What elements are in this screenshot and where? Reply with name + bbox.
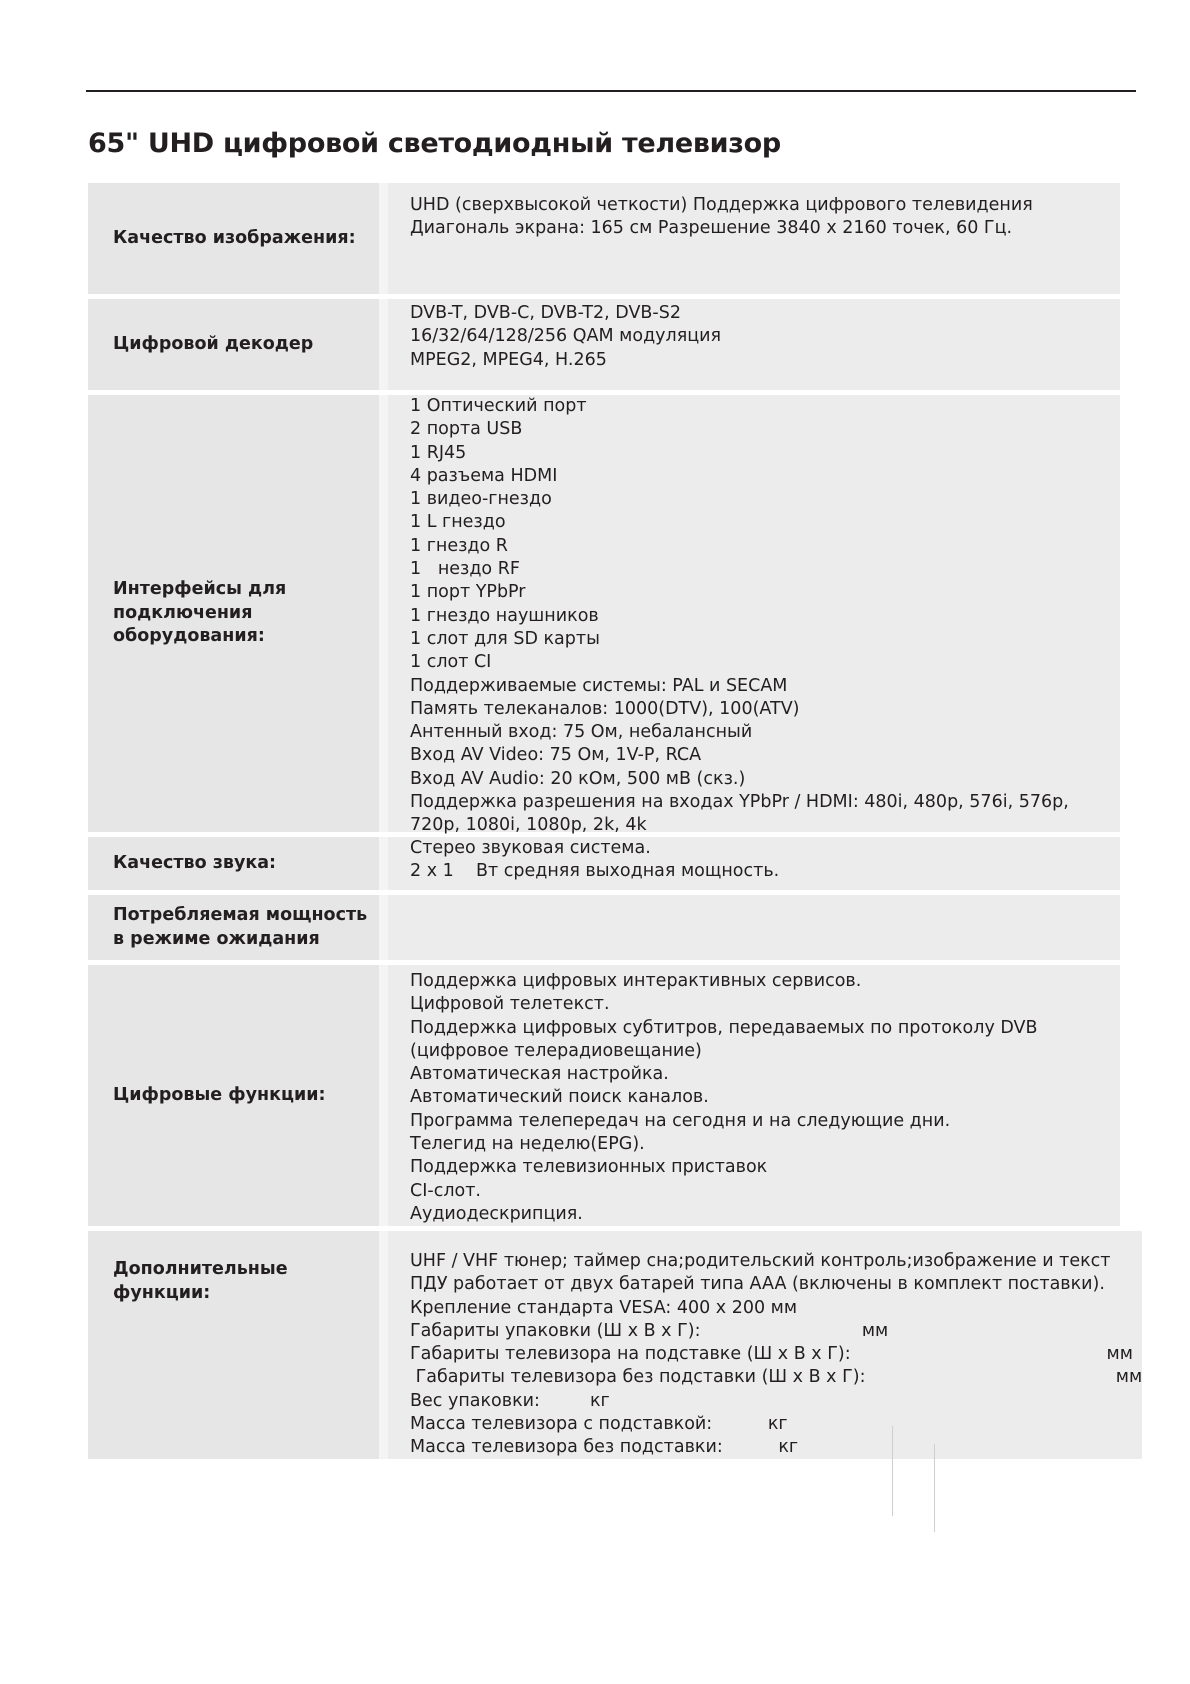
spec-value-line: Диагональ экрана: 165 см Разрешение 3840 x 2160 точек, 60 Гц. bbox=[410, 218, 1013, 239]
spec-value-line: 16/32/64/128/256 QAM модуляция bbox=[410, 326, 722, 347]
spec-value-line: Аудиодескрипция. bbox=[410, 1203, 583, 1224]
spec-label: Цифровые функции: bbox=[88, 965, 379, 1226]
column-gap bbox=[379, 183, 388, 294]
spec-value-line: Телегид на неделю(EPG). bbox=[410, 1134, 645, 1155]
spec-value-line: 2 порта USB bbox=[410, 419, 523, 440]
column-gap bbox=[379, 1231, 388, 1459]
spec-value-line: CI-слот. bbox=[410, 1180, 481, 1201]
spec-value-line: UHD (сверхвысокой четкости) Поддержка цифрового телевидения bbox=[410, 195, 1033, 215]
spec-value bbox=[388, 1231, 1142, 1459]
spec-row-picture-quality bbox=[88, 183, 1120, 294]
spec-value-line: MPEG2, MPEG4, H.265 bbox=[410, 349, 607, 370]
spec-value bbox=[388, 965, 1120, 1226]
spec-label: Дополнительные функции: bbox=[88, 1231, 379, 1459]
spec-row-interfaces bbox=[88, 395, 1120, 836]
spec-label: Интерфейсы для подключения оборудования: bbox=[88, 395, 379, 832]
page-title: 65" UHD цифровой светодиодный телевизор bbox=[88, 128, 781, 159]
spec-value-line: 720p, 1080i, 1080p, 2k, 4k bbox=[410, 815, 647, 836]
spec-value-line: 4 разъема HDMI bbox=[410, 465, 558, 486]
spec-value-line: Поддерживаемые системы: PAL и SECAM bbox=[410, 675, 788, 696]
spec-value-line: Стерео звуковая система. bbox=[410, 838, 651, 858]
spec-value bbox=[388, 299, 1120, 390]
spec-value bbox=[388, 183, 1120, 294]
spec-value-line: Вес упаковки: кг bbox=[410, 1390, 610, 1411]
spec-value-line: Цифровой телетекст. bbox=[410, 994, 610, 1015]
spec-label: Потребляемая мощность в режиме ожидания bbox=[88, 895, 379, 960]
spec-value-line: 1 нездо RF bbox=[410, 559, 520, 580]
spec-value bbox=[388, 395, 1120, 836]
spec-value-line: Автоматический поиск каналов. bbox=[410, 1087, 709, 1108]
spec-row-sound-quality bbox=[88, 837, 1120, 890]
spec-row-standby-power bbox=[88, 895, 1120, 960]
vertical-line bbox=[934, 1444, 935, 1532]
spec-value-line: 2 x 1 Вт средняя выходная мощность. bbox=[410, 861, 780, 882]
spec-value bbox=[388, 837, 1120, 890]
spec-value-line: Вход AV Audio: 20 кОм, 500 мВ (скз.) bbox=[410, 768, 746, 789]
spec-value-line: 1 гнездо R bbox=[410, 535, 508, 556]
spec-table bbox=[88, 183, 1143, 1459]
spec-value-line: Вход AV Video: 75 Ом, 1V-P, RCA bbox=[410, 745, 702, 766]
spec-value-line: DVB-T, DVB-C, DVB-T2, DVB-S2 bbox=[410, 303, 681, 323]
spec-value-line: 1 RJ45 bbox=[410, 442, 467, 463]
column-gap bbox=[379, 395, 388, 832]
spec-value-line: Поддержка цифровых интерактивных сервисов. bbox=[410, 971, 862, 991]
spec-label: Качество изображения: bbox=[88, 183, 379, 294]
spec-value-line: Автоматическая настройка. bbox=[410, 1064, 669, 1085]
spec-value-line: 1 видео-гнездо bbox=[410, 489, 552, 510]
spec-value-line: 1 слот для SD карты bbox=[410, 628, 600, 649]
column-gap bbox=[379, 895, 388, 960]
spec-value-line: Габариты телевизора без подставки (Ш x В x Г): мм bbox=[410, 1367, 1143, 1388]
spec-value-line: (цифровое телерадиовещание) bbox=[410, 1040, 702, 1061]
spec-value-line: Масса телевизора без подставки: кг bbox=[410, 1437, 799, 1458]
column-gap bbox=[379, 299, 388, 390]
spec-value-line: Поддержка цифровых субтитров, передаваемых по протоколу DVB bbox=[410, 1017, 1038, 1038]
spec-value-line: Память телеканалов: 1000(DTV), 100(ATV) bbox=[410, 698, 800, 719]
spec-value-line: Антенный вход: 75 Ом, небалансный bbox=[410, 722, 753, 743]
spec-value-line: Программа телепередач на сегодня и на следующие дни. bbox=[410, 1110, 951, 1131]
header-rule bbox=[86, 90, 1136, 92]
spec-value-line: ПДУ работает от двух батарей типа AAA (включены в комплект поставки). bbox=[410, 1274, 1105, 1295]
spec-label: Цифровой декодер bbox=[88, 299, 379, 390]
spec-value-line: 1 слот CI bbox=[410, 652, 492, 673]
spec-value bbox=[388, 895, 1120, 960]
column-gap bbox=[379, 837, 388, 890]
vertical-line bbox=[892, 1426, 893, 1516]
spec-value-line: 1 порт YPbPr bbox=[410, 582, 526, 603]
spec-row-extra-functions bbox=[88, 1231, 1143, 1459]
spec-value-line: Масса телевизора с подставкой: кг bbox=[410, 1414, 788, 1435]
spec-value-line: Поддержка разрешения на входах YPbPr / HDMI: 480i, 480p, 576i, 576p, bbox=[410, 792, 1069, 813]
spec-row-digital-functions bbox=[88, 965, 1120, 1226]
spec-value-line: Поддержка телевизионных приставок bbox=[410, 1157, 768, 1178]
spec-value-line: UHF / VHF тюнер; таймер сна;родительский контроль;изображение и текст bbox=[410, 1251, 1111, 1271]
spec-value-line: 1 гнездо наушников bbox=[410, 605, 599, 626]
spec-value-line: 1 L гнездо bbox=[410, 512, 506, 533]
spec-label: Качество звука: bbox=[88, 837, 379, 890]
spec-value-line: 1 Оптический порт bbox=[410, 396, 587, 416]
spec-value-line: Габариты телевизора на подставке (Ш x В x Г): мм bbox=[410, 1344, 1133, 1365]
spec-row-digital-decoder bbox=[88, 299, 1120, 390]
spec-value-line: Крепление стандарта VESA: 400 x 200 мм bbox=[410, 1297, 798, 1318]
column-gap bbox=[379, 965, 388, 1226]
spec-value-line: Габариты упаковки (Ш x В x Г): мм bbox=[410, 1320, 889, 1341]
